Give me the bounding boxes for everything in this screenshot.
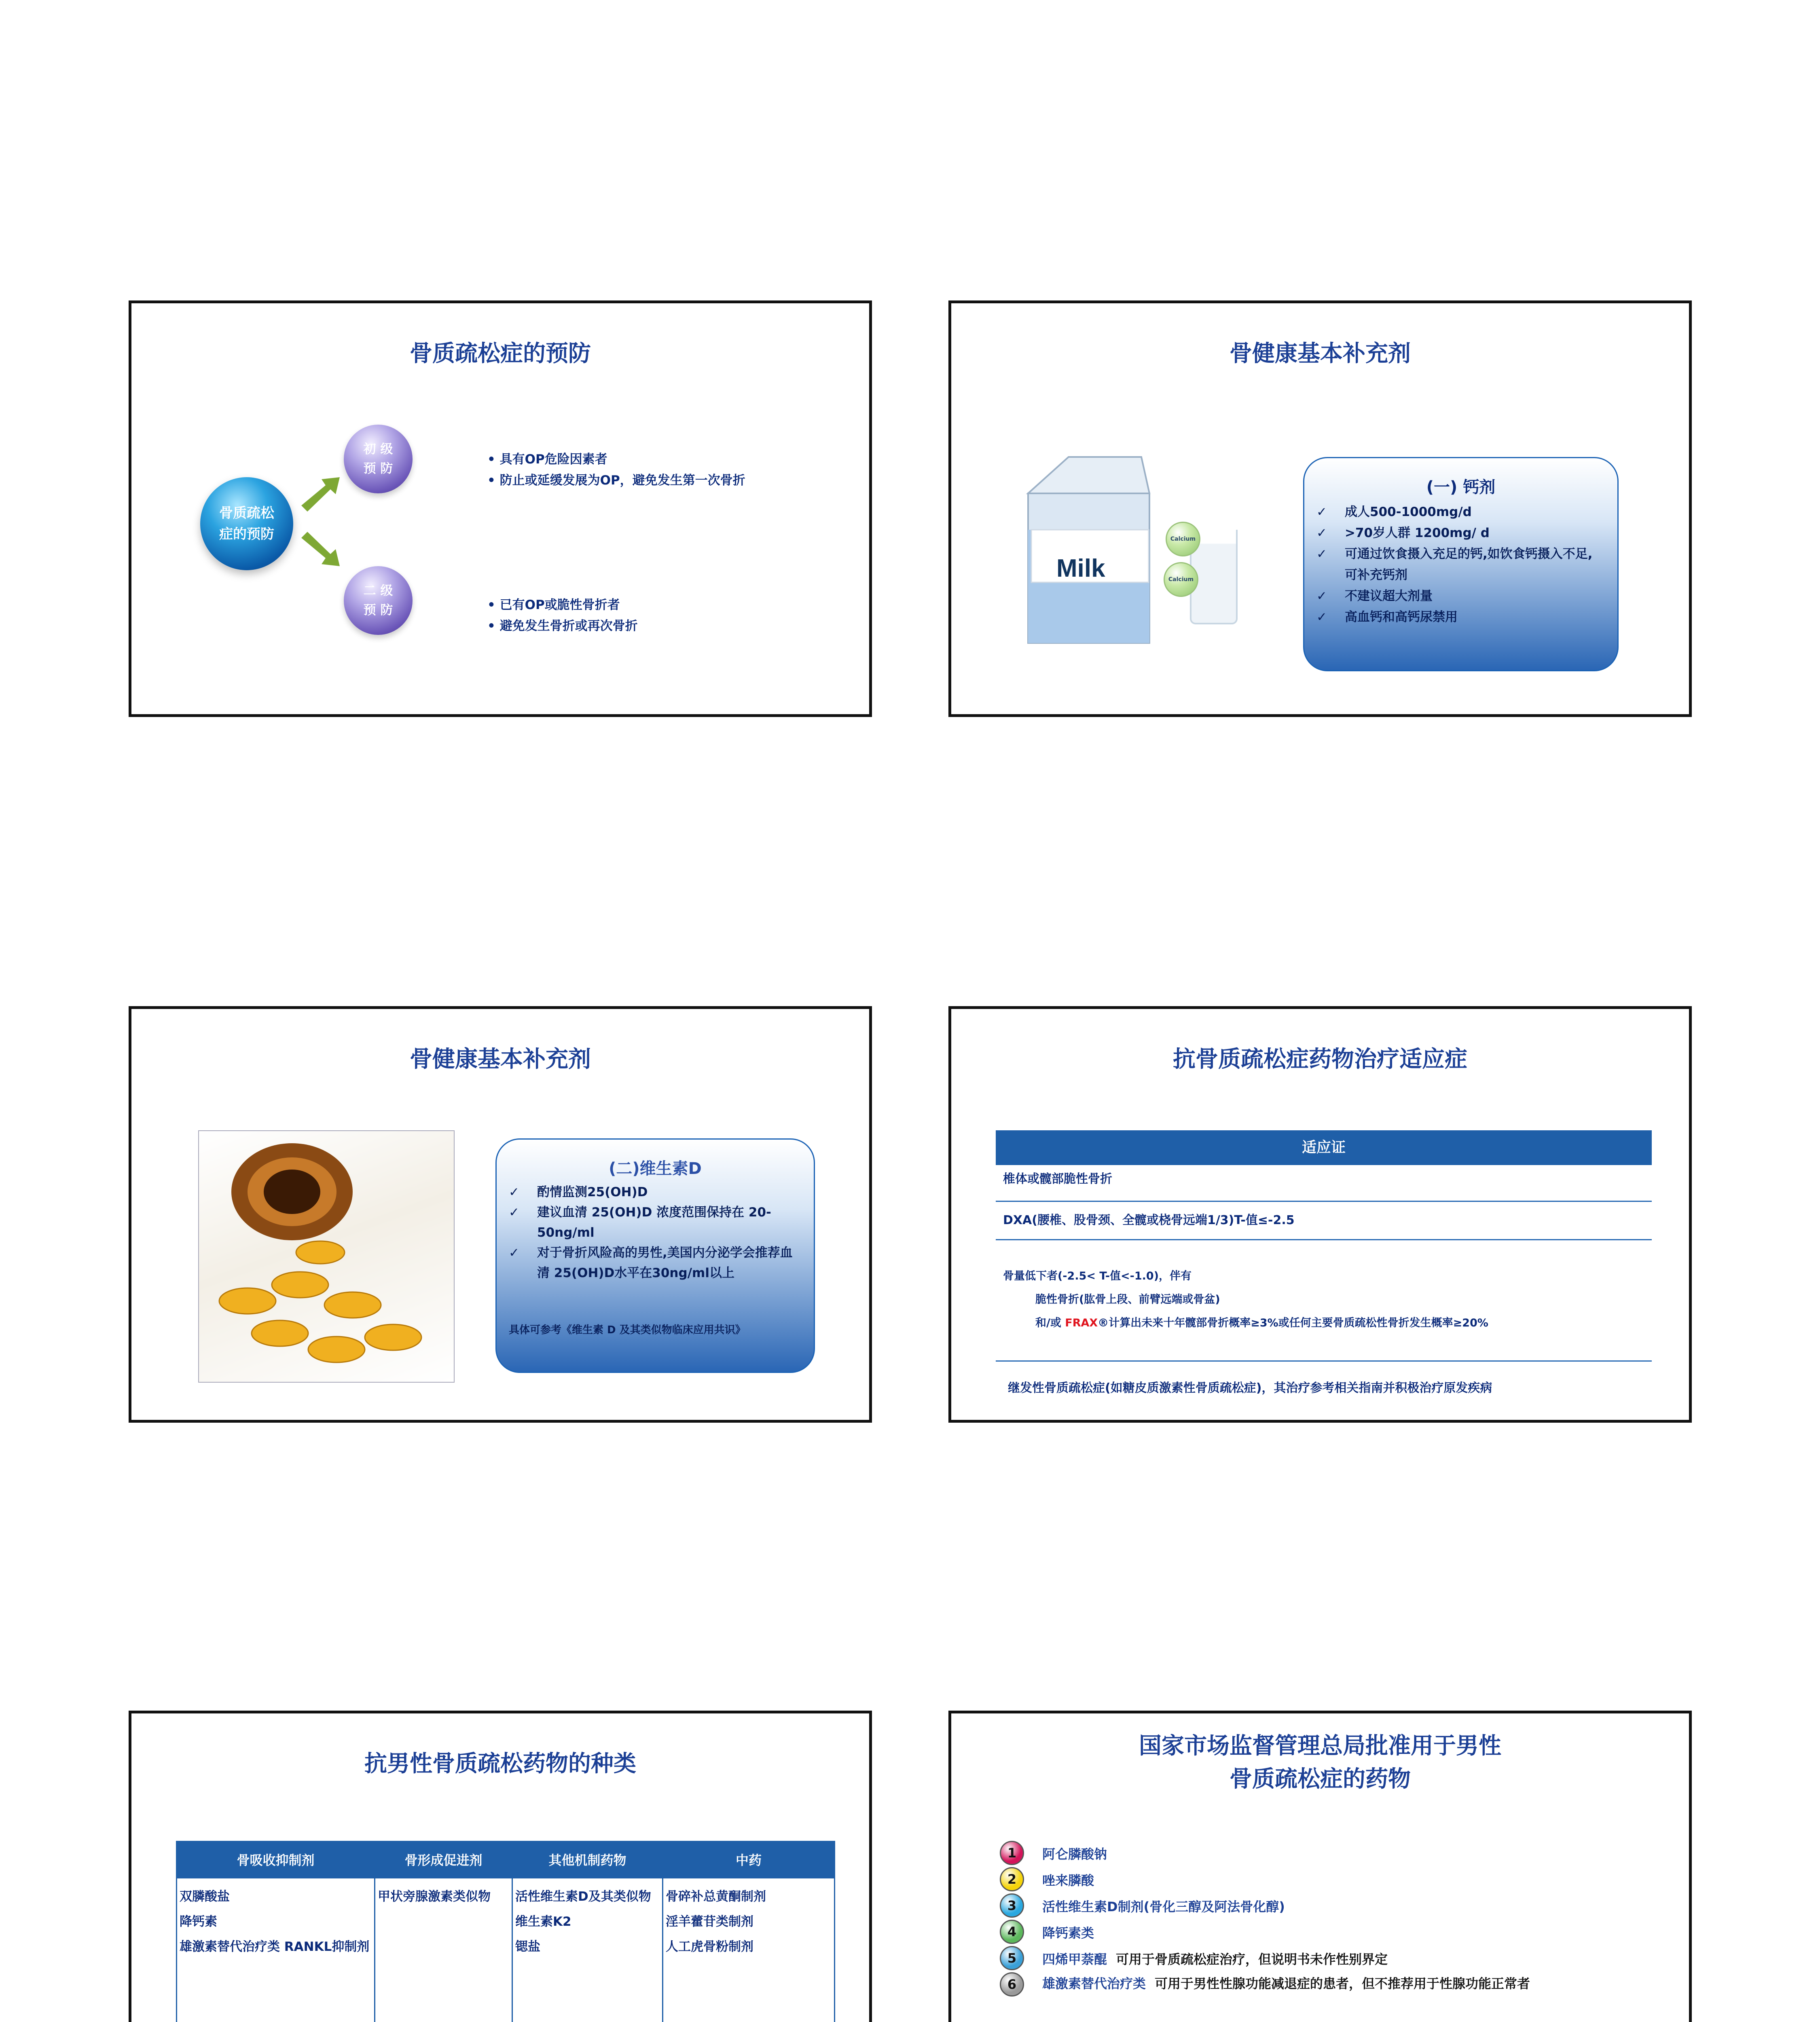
list-item: ✓ 可通过饮食摄入充足的钙,如饮食钙摄入不足,可补充钙剂: [1304, 544, 1601, 586]
vitamin-d-list: [497, 1182, 814, 1283]
cell-item: 降钙素: [180, 1914, 217, 1929]
table-row: 继发性骨质疏松症(如糖皮质激素性骨质疏松症)，其治疗参考相关指南并积极治疗原发疾病: [1008, 1381, 1492, 1395]
cell-item: 甲状旁腺激素类似物: [378, 1889, 491, 1904]
secondary-label-line2: 预 防: [363, 603, 393, 618]
arrows-graphic: [297, 457, 346, 586]
center-label-line2: 症的预防: [219, 526, 274, 542]
frax-label: FRAX: [1065, 1317, 1098, 1329]
slide-indications: [948, 1006, 1692, 1423]
cell-item: 锶盐: [515, 1940, 540, 1954]
slide-calcium: [948, 300, 1692, 717]
slide-title: 抗骨质疏松症药物治疗适应症: [1173, 1046, 1467, 1072]
cell-item: 活性维生素D及其类似物: [515, 1889, 651, 1904]
list-item: ✓ >70岁人群 1200mg/ d: [1304, 522, 1601, 544]
cell-item: 雄激素替代治疗类 RANKL抑制剂: [180, 1940, 370, 1954]
column-header: 中药: [663, 1842, 834, 1878]
number-badge-icon: 2: [1000, 1867, 1024, 1891]
calcium-pill-icon: Calcium: [1166, 522, 1200, 556]
cell-item: 维生素K2: [515, 1914, 571, 1929]
slide-drug-types: [129, 1711, 872, 2022]
number-badge-icon: 6: [1000, 1972, 1024, 1997]
list-item: ✓ 高血钙和高钙尿禁用: [1304, 607, 1601, 628]
list-item: ✓ 成人500-1000mg/d: [1304, 501, 1601, 522]
table-header: 适应证: [996, 1130, 1652, 1165]
vitamin-d-panel: [495, 1138, 815, 1373]
bullet-item: 具有OP危险因素者: [499, 452, 607, 467]
milk-carton-image: [1020, 449, 1162, 647]
bullet-item: 已有OP或脆性骨折者: [499, 598, 620, 612]
cell-item: 双膦酸盐: [180, 1889, 230, 1904]
list-item: ✓ 不建议超大剂量: [1304, 586, 1601, 607]
table-row: 椎体或髋部脆性骨折: [996, 1165, 1652, 1202]
cell-item: 淫羊藿苷类制剂: [666, 1914, 753, 1929]
secondary-label-line1: 二 级: [363, 584, 393, 598]
number-badge-icon: 3: [1000, 1893, 1024, 1918]
row-line: 骨量低下者(-2.5< T-值<-1.0)，伴有: [1003, 1270, 1192, 1282]
cell-item: 人工虎骨粉制剂: [666, 1940, 753, 1954]
title-line: 国家市场监督管理总局批准用于男性: [1139, 1733, 1501, 1759]
list-item: ✓ 酌情监测25(OH)D: [497, 1182, 802, 1202]
reference-note: 具体可参考《维生素 D 及其类似物临床应用共识》: [509, 1324, 746, 1336]
primary-label-line1: 初 级: [363, 442, 393, 457]
table-column: [513, 1842, 663, 2022]
primary-label-line2: 预 防: [363, 461, 393, 476]
number-badge-icon: 1: [1000, 1841, 1024, 1865]
title-line: 骨质疏松症的药物: [1230, 1766, 1411, 1792]
column-header: 骨形成促进剂: [375, 1842, 512, 1878]
slide-title: [951, 1730, 1689, 1796]
prevention-center-ball: [200, 477, 293, 570]
table-column: [177, 1842, 375, 2022]
bullet-item: 避免发生骨折或再次骨折: [499, 619, 638, 633]
center-label-line1: 骨质疏松: [219, 505, 274, 521]
number-badge-icon: 4: [1000, 1920, 1024, 1944]
drug-item: 雄激素替代治疗类 可用于男性性腺功能减退症的患者，但不推荐用于性腺功能正常者: [1042, 1976, 1530, 1991]
slide-approved-drugs: [948, 1711, 1692, 2022]
slide-title: 抗男性骨质疏松药物的种类: [364, 1751, 636, 1777]
cell-item: 骨碎补总黄酮制剂: [666, 1889, 766, 1904]
calcium-pill-icon: Calcium: [1164, 562, 1198, 597]
list-item: ✓ 建议血清 25(OH)D 浓度范围保持在 20-50ng/ml: [497, 1202, 802, 1243]
table-column: [663, 1842, 834, 2022]
row-line: 脆性骨折(肱骨上段、前臂远端或骨盆): [1035, 1293, 1220, 1306]
slide-prevention: [129, 300, 872, 717]
list-item: ✓ 对于骨折风险高的男性,美国内分泌学会推荐血清 25(OH)D水平在30ng/ml以上: [497, 1243, 802, 1283]
primary-prevention-ball: [344, 425, 413, 493]
slide-title: 骨质疏松症的预防: [410, 341, 591, 367]
calcium-panel: [1303, 457, 1619, 671]
table-row: [996, 1240, 1652, 1362]
column-header: 其他机制药物: [513, 1842, 662, 1878]
drug-item: 降钙素类: [1042, 1925, 1094, 1941]
slide-title: 骨健康基本补充剂: [410, 1046, 591, 1072]
row-line: 和/或 FRAX®计算出未来十年髋部骨折概率≥3%或任何主要骨质疏松性骨折发生概率≥20%: [1035, 1317, 1488, 1329]
table-column: [375, 1842, 513, 2022]
number-badge-icon: 5: [1000, 1946, 1024, 1970]
slide-title: 骨健康基本补充剂: [1230, 341, 1411, 367]
column-header: 骨吸收抑制剂: [177, 1842, 374, 1878]
primary-bullets: • 具有OP危险因素者 • 防止或延缓发展为OP，避免发生第一次骨折: [487, 452, 745, 488]
indications-table: [996, 1130, 1652, 1396]
panel-title: (一) 钙剂: [1426, 478, 1496, 497]
drug-item: 阿仑膦酸钠: [1042, 1846, 1107, 1862]
secondary-bullets: • 已有OP或脆性骨折者 • 避免发生骨折或再次骨折: [487, 598, 638, 633]
calcium-list: [1304, 501, 1617, 628]
secondary-prevention-ball: [344, 566, 413, 635]
slide-vitamin-d: [129, 1006, 872, 1423]
milk-label: Milk: [1056, 554, 1105, 582]
drug-types-table: [176, 1841, 835, 2022]
drug-item: 活性维生素D制剂(骨化三醇及阿法骨化醇): [1042, 1899, 1285, 1914]
panel-title: (二)维生素D: [609, 1159, 702, 1178]
vitamin-d-capsules-image: [198, 1130, 455, 1383]
drug-item: 唑来膦酸: [1042, 1873, 1094, 1888]
table-row: DXA(腰椎、股骨颈、全髋或桡骨远端1/3)T-值≤-2.5: [996, 1202, 1652, 1240]
bullet-item: 防止或延缓发展为OP，避免发生第一次骨折: [499, 473, 745, 488]
drug-item: 四烯甲萘醌 可用于骨质疏松症治疗，但说明书未作性别界定: [1042, 1952, 1388, 1967]
